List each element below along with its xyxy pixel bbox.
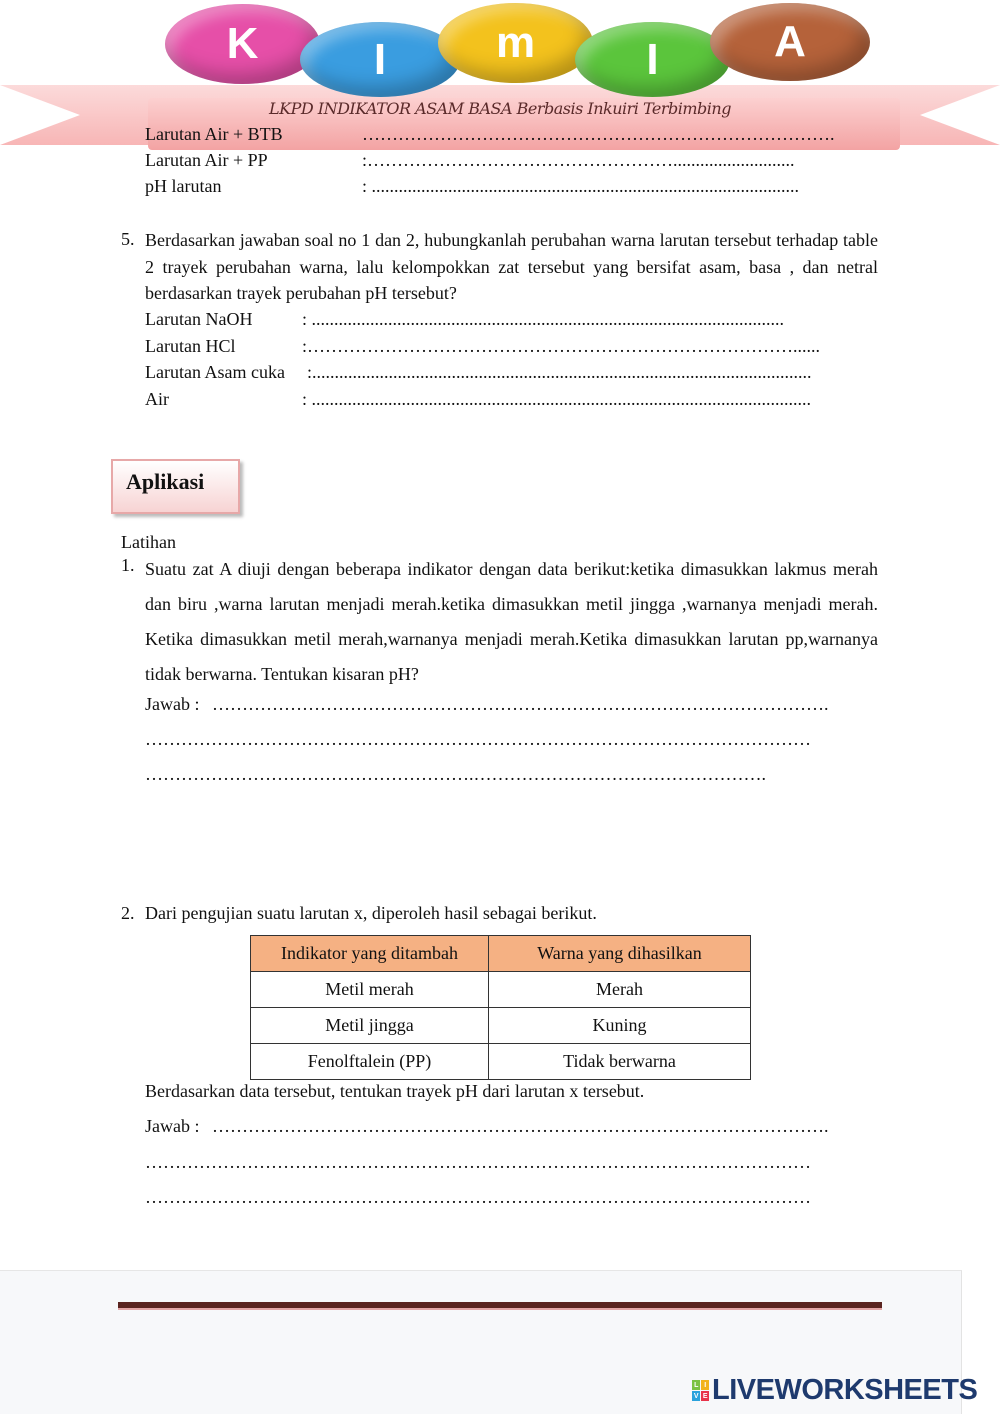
table-header: Indikator yang ditambah [251, 936, 489, 972]
logo-letter: L [692, 1380, 700, 1390]
brand-name: LIVEWORKSHEETS [712, 1374, 978, 1406]
ball-k: K [165, 4, 320, 84]
q4-label: pH larutan [145, 176, 222, 196]
table-cell: Metil jingga [251, 1008, 489, 1044]
table-row [251, 972, 751, 1008]
q1-number: 1. [121, 555, 135, 575]
q5-label: Larutan HCl [145, 336, 236, 356]
footer-rule [118, 1302, 882, 1310]
q2-answer-line[interactable]: ………………………………………………………………………………………………… [145, 1187, 811, 1207]
q4-label: Larutan Air + PP [145, 150, 268, 170]
q4-answer[interactable]: ……………………………………………………………………. [362, 124, 835, 144]
q5-label: Larutan NaOH [145, 309, 253, 329]
table-row [251, 1044, 751, 1080]
ball-i2: I [575, 22, 730, 97]
q5-answer[interactable]: :………………………………………………………………………...... [302, 336, 821, 356]
latihan-label: Latihan [121, 532, 176, 552]
q2-question: Berdasarkan data tersebut, tentukan trayek pH dari larutan x tersebut. [145, 1081, 645, 1101]
section-title-aplikasi: Aplikasi [111, 459, 240, 514]
q5-text: Berdasarkan jawaban soal no 1 dan 2, hubungkanlah perubahan warna larutan tersebut terhadap table 2 trayek perubahan warna, lalu kelompokkan zat tersebut yang bersifat asam, basa , dan netral berdasarkan trayek perubahan pH tersebut? [145, 230, 878, 303]
ball-m: m [438, 3, 593, 83]
q1-answer-line[interactable]: ……………………………………………….…………………………………………. [145, 764, 766, 784]
q5-answer[interactable]: : ............................................................................................................... [302, 389, 812, 409]
table-cell: Merah [489, 972, 751, 1008]
q1-text: Suatu zat A diuji dengan beberapa indikator dengan data berikut:ketika dimasukkan lakmus merah dan biru ,warna larutan menjadi merah.ketika dimasukkan metil jingga ,warnanya menjadi merah. Ketika dimasukkan metil merah,warnanya menjadi merah.Ketika dimasukkan larutan pp,warnanya tidak berwarna. Tentukan kisaran pH? [145, 559, 878, 684]
q4-answer[interactable]: : ............................................................................................... [362, 176, 800, 196]
logo-letter: V [693, 1392, 699, 1400]
q1-answer-line[interactable]: ………………………………………………………………………………………………… [145, 729, 811, 749]
table-cell: Tidak berwarna [489, 1044, 751, 1080]
q2-answer-label: Jawab : [145, 1116, 200, 1136]
q4-answer[interactable]: :……………………………………………........................... [362, 150, 795, 170]
q2-number: 2. [121, 903, 135, 923]
logo-letter: E [702, 1392, 708, 1400]
q2-answer-line[interactable]: …………………………………………………………………………………………. [212, 1116, 829, 1136]
table-cell: Kuning [489, 1008, 751, 1044]
q5-answer[interactable]: : ......................................................................................................... [302, 309, 785, 329]
table-header: Warna yang dihasilkan [489, 936, 751, 972]
q4-label: Larutan Air + BTB [145, 124, 283, 144]
liveworksheets-logo-icon [692, 1380, 709, 1401]
ball-a: A [710, 3, 870, 81]
logo-letter: I [701, 1380, 709, 1390]
table-row [251, 1008, 751, 1044]
table-cell: Metil merah [251, 972, 489, 1008]
indicator-table [250, 935, 751, 1080]
table-header-row [251, 936, 751, 972]
q2-intro: Dari pengujian suatu larutan x, diperoleh hasil sebagai berikut. [145, 903, 597, 923]
banner-title: LKPD INDIKATOR ASAM BASA Berbasis Inkuiri Terbimbing [269, 99, 731, 118]
q2-answer-line[interactable]: ………………………………………………………………………………………………… [145, 1152, 811, 1172]
table-cell: Fenolftalein (PP) [251, 1044, 489, 1080]
q1-answer-line[interactable]: …………………………………………………………………………………………. [212, 694, 829, 714]
ball-i1: I [300, 22, 460, 97]
liveworksheets-watermark [692, 1374, 977, 1407]
q5-answer[interactable]: :............................................................................................................... [307, 362, 812, 382]
q5-label: Larutan Asam cuka [145, 362, 285, 382]
q1-answer-label: Jawab : [145, 694, 200, 714]
q5-label: Air [145, 389, 169, 409]
q5-number: 5. [121, 229, 135, 249]
